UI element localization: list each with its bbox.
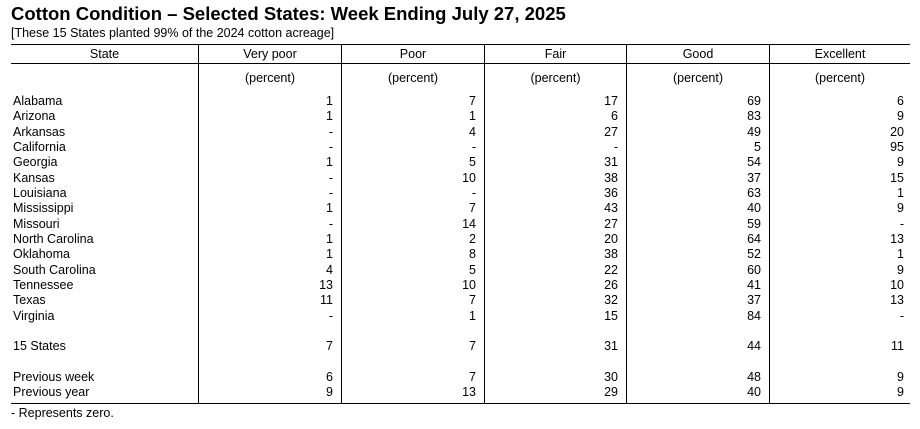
excellent-value: 9 (897, 201, 904, 215)
table-bottom-rule (11, 403, 910, 404)
very-poor-value: - (328, 186, 333, 200)
good-value: 59 (747, 217, 761, 231)
state-name: Previous week (13, 370, 95, 384)
poor-value: 1 (469, 309, 476, 323)
unit-label: (percent) (672, 71, 724, 85)
table-row (0, 125, 920, 140)
state-name-cell (13, 232, 193, 247)
state-name-cell (13, 309, 193, 324)
column-header-state: State (89, 47, 120, 61)
good-value: 60 (747, 263, 761, 277)
very-poor-value: 1 (326, 109, 333, 123)
state-name-cell (13, 171, 193, 186)
state-name-cell (13, 155, 193, 170)
fair-value: 6 (611, 109, 618, 123)
fair-value: 43 (604, 201, 618, 215)
fair-value: - (613, 140, 618, 154)
excellent-value: - (899, 309, 904, 323)
poor-value: 10 (462, 171, 476, 185)
state-name: Louisiana (13, 186, 67, 200)
excellent-value: 1 (897, 247, 904, 261)
excellent-value: 6 (897, 94, 904, 108)
poor-value: 14 (462, 217, 476, 231)
poor-value: 1 (469, 109, 476, 123)
very-poor-value: - (328, 217, 333, 231)
poor-value: 8 (469, 247, 476, 261)
comparison-row (0, 385, 920, 400)
poor-value: 7 (469, 370, 476, 384)
state-name-cell (13, 263, 193, 278)
total-row (0, 339, 920, 354)
state-name-cell (13, 140, 193, 155)
poor-value: - (471, 140, 476, 154)
excellent-value: 15 (890, 171, 904, 185)
very-poor-value: 4 (326, 263, 333, 277)
very-poor-value: - (328, 140, 333, 154)
poor-value: 4 (469, 125, 476, 139)
very-poor-value: 9 (326, 385, 333, 399)
poor-value: 10 (462, 278, 476, 292)
excellent-value: - (899, 217, 904, 231)
state-name: Oklahoma (13, 247, 70, 261)
good-value: 41 (747, 278, 761, 292)
good-value: 40 (747, 385, 761, 399)
column-header-poor: Poor (399, 47, 427, 61)
excellent-value: 13 (890, 232, 904, 246)
very-poor-value: 1 (326, 201, 333, 215)
fair-value: 22 (604, 263, 618, 277)
excellent-value: 9 (897, 385, 904, 399)
state-name: Alabama (13, 94, 63, 108)
state-name-cell (13, 293, 193, 308)
good-value: 49 (747, 125, 761, 139)
table-top-rule (11, 44, 910, 45)
fair-value: 32 (604, 293, 618, 307)
fair-value: 27 (604, 217, 618, 231)
state-name: Virginia (13, 309, 55, 323)
very-poor-value: 11 (320, 293, 333, 307)
state-name: Kansas (13, 171, 55, 185)
good-value: 63 (747, 186, 761, 200)
state-name-cell (13, 186, 193, 201)
excellent-value: 9 (897, 370, 904, 384)
poor-value: 7 (469, 94, 476, 108)
state-name: California (13, 140, 66, 154)
poor-value: 5 (469, 263, 476, 277)
table-row (0, 140, 920, 155)
state-name: 15 States (13, 339, 66, 353)
fair-value: 17 (604, 94, 618, 108)
state-name: Arkansas (13, 125, 66, 139)
fair-value: 26 (604, 278, 618, 292)
table-row (0, 217, 920, 232)
excellent-value: 11 (891, 339, 904, 353)
state-name: South Carolina (13, 263, 96, 277)
very-poor-value: - (328, 171, 333, 185)
state-name: Previous year (13, 385, 90, 399)
table-row (0, 278, 920, 293)
table-row (0, 94, 920, 109)
state-name-cell (13, 370, 193, 385)
good-value: 37 (747, 293, 761, 307)
table-row (0, 263, 920, 278)
poor-value: 2 (469, 232, 476, 246)
good-value: 54 (747, 155, 761, 169)
excellent-value: 9 (897, 109, 904, 123)
fair-value: 20 (604, 232, 618, 246)
state-name-cell (13, 94, 193, 109)
fair-value: 27 (604, 125, 618, 139)
excellent-value: 9 (897, 263, 904, 277)
excellent-value: 9 (897, 155, 904, 169)
fair-value: 31 (604, 339, 618, 353)
state-name: Texas (13, 293, 46, 307)
poor-value: 7 (469, 339, 476, 353)
fair-value: 38 (604, 247, 618, 261)
table-row (0, 309, 920, 324)
very-poor-value: 1 (326, 247, 333, 261)
table-row (0, 201, 920, 216)
very-poor-value: 1 (326, 94, 333, 108)
good-value: 83 (747, 109, 761, 123)
good-value: 37 (747, 171, 761, 185)
fair-value: 36 (604, 186, 618, 200)
good-value: 44 (747, 339, 761, 353)
unit-label: (percent) (530, 71, 581, 85)
very-poor-value: 13 (319, 278, 333, 292)
very-poor-value: 7 (326, 339, 333, 353)
excellent-value: 13 (890, 293, 904, 307)
excellent-value: 20 (890, 125, 904, 139)
unit-label: (percent) (244, 71, 296, 85)
excellent-value: 10 (890, 278, 904, 292)
state-name-cell (13, 247, 193, 262)
excellent-value: 95 (890, 140, 904, 154)
poor-value: 13 (462, 385, 476, 399)
poor-value: 7 (469, 293, 476, 307)
table-row (0, 186, 920, 201)
very-poor-value: - (328, 309, 333, 323)
footnote: - Represents zero. (11, 406, 114, 420)
table-row (0, 155, 920, 170)
state-name-cell (13, 385, 193, 400)
good-value: 69 (747, 94, 761, 108)
state-name-cell (13, 125, 193, 140)
very-poor-value: 1 (326, 155, 333, 169)
table-row (0, 247, 920, 262)
poor-value: 5 (469, 155, 476, 169)
state-name: Tennessee (13, 278, 74, 292)
good-value: 5 (754, 140, 761, 154)
report-title: Cotton Condition – Selected States: Week Ending July 27, 2025 (11, 3, 566, 24)
fair-value: 30 (604, 370, 618, 384)
good-value: 48 (747, 370, 761, 384)
state-name-cell (13, 339, 193, 354)
column-header-excellent: Excellent (814, 47, 866, 61)
fair-value: 29 (604, 385, 618, 399)
state-name-cell (13, 217, 193, 232)
good-value: 52 (747, 247, 761, 261)
state-name: North Carolina (13, 232, 94, 246)
state-name-cell (13, 201, 193, 216)
column-header-fair: Fair (544, 47, 567, 61)
fair-value: 15 (604, 309, 618, 323)
poor-value: - (471, 186, 476, 200)
fair-value: 38 (604, 171, 618, 185)
very-poor-value: 6 (326, 370, 333, 384)
table-row (0, 232, 920, 247)
state-name-cell (13, 109, 193, 124)
very-poor-value: 1 (326, 232, 333, 246)
good-value: 84 (747, 309, 761, 323)
good-value: 40 (747, 201, 761, 215)
table-row (0, 171, 920, 186)
unit-label: (percent) (814, 71, 866, 85)
table-row (0, 109, 920, 124)
very-poor-value: - (328, 125, 333, 139)
excellent-value: 1 (897, 186, 904, 200)
comparison-row (0, 370, 920, 385)
state-name: Arizona (13, 109, 56, 123)
column-header-very-poor: Very poor (243, 47, 297, 61)
fair-value: 31 (604, 155, 618, 169)
report-subtitle: [These 15 States planted 99% of the 2024 cotton acreage] (11, 26, 335, 40)
poor-value: 7 (469, 201, 476, 215)
good-value: 64 (747, 232, 761, 246)
state-name-cell (13, 278, 193, 293)
state-name: Georgia (13, 155, 58, 169)
table-row (0, 293, 920, 308)
state-name: Missouri (13, 217, 60, 231)
state-name: Mississippi (13, 201, 74, 215)
unit-label: (percent) (387, 71, 439, 85)
header-bottom-rule (11, 63, 910, 64)
column-header-good: Good (682, 47, 714, 61)
